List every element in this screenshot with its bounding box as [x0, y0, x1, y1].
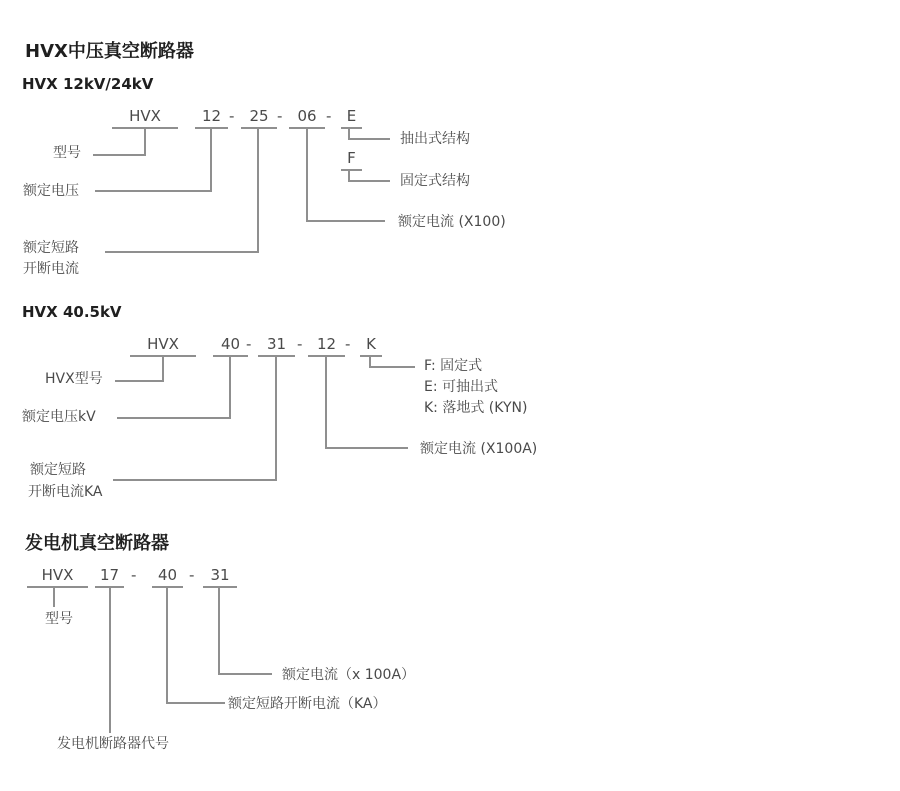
- label-model: 型号: [53, 145, 81, 161]
- connector-line: [162, 356, 164, 382]
- code-dash: -: [326, 107, 332, 125]
- label-model: 型号: [45, 611, 73, 627]
- code-dash: -: [345, 335, 351, 353]
- connector-line: [325, 447, 408, 449]
- code-segment-prefix: HVX: [130, 334, 196, 357]
- connector-line: [325, 356, 327, 449]
- section-heading-40-5kv: HVX 40.5kV: [22, 303, 122, 321]
- label-rated-current: 额定电流 (X100): [398, 214, 506, 230]
- connector-line: [105, 251, 259, 253]
- connector-line: [210, 128, 212, 192]
- connector-line: [166, 587, 168, 704]
- label-short-circuit-line2: 开断电流: [23, 261, 79, 277]
- code-dash: -: [297, 335, 303, 353]
- label-fixed-structure: 固定式结构: [400, 173, 470, 189]
- code-segment-generator-code: 17: [95, 565, 124, 588]
- connector-line: [93, 154, 146, 156]
- code-segment-rated-current: 31: [203, 565, 237, 588]
- label-rated-current: 额定电流（x 100A）: [282, 667, 416, 683]
- code-dash: -: [229, 107, 235, 125]
- label-rated-current: 额定电流 (X100A): [420, 441, 538, 457]
- code-dash: -: [277, 107, 283, 125]
- connector-line: [229, 356, 231, 419]
- label-option-withdrawable: E: 可抽出式: [424, 379, 499, 395]
- connector-line: [348, 138, 390, 140]
- connector-line: [144, 128, 146, 156]
- connector-line: [218, 587, 220, 675]
- connector-line: [306, 128, 308, 222]
- code-segment-prefix: HVX: [112, 106, 178, 129]
- connector-line: [53, 587, 55, 607]
- code-segment-rated-current: 12: [308, 334, 345, 357]
- code-segment-voltage: 40: [213, 334, 248, 357]
- code-segment-voltage: 12: [195, 106, 228, 129]
- connector-line: [218, 673, 272, 675]
- code-segment-breaking-current: 25: [241, 106, 277, 129]
- connector-line: [306, 220, 385, 222]
- label-rated-voltage: 额定电压: [23, 183, 79, 199]
- connector-line: [95, 190, 212, 192]
- code-dash: -: [189, 566, 195, 584]
- connector-line: [275, 356, 277, 481]
- connector-line: [166, 702, 225, 704]
- connector-line: [113, 479, 277, 481]
- connector-line: [348, 180, 390, 182]
- code-segment-installation-k: K: [360, 334, 382, 357]
- code-segment-structure-e: E: [341, 106, 362, 129]
- label-short-circuit-line1: 额定短路: [30, 462, 86, 478]
- connector-line: [117, 417, 231, 419]
- code-segment-breaking-current: 40: [152, 565, 183, 588]
- label-option-floor-kyn: K: 落地式 (KYN): [424, 400, 528, 416]
- section-heading-12kv-24kv: HVX 12kV/24kV: [22, 75, 154, 93]
- code-segment-prefix: HVX: [27, 565, 88, 588]
- label-short-circuit-breaking-current: 额定短路开断电流（KA）: [228, 696, 387, 712]
- section-heading-generator: 发电机真空断路器: [25, 533, 169, 554]
- label-option-fixed: F: 固定式: [424, 358, 483, 374]
- label-generator-breaker-code: 发电机断路器代号: [57, 736, 169, 752]
- label-model: HVX型号: [45, 371, 103, 387]
- code-segment-structure-f: F: [341, 148, 362, 171]
- label-short-circuit-line1: 额定短路: [23, 240, 79, 256]
- label-rated-voltage: 额定电压kV: [22, 409, 96, 425]
- connector-line: [115, 380, 164, 382]
- label-withdrawable-structure: 抽出式结构: [400, 131, 470, 147]
- code-segment-rated-current: 06: [289, 106, 325, 129]
- connector-line: [109, 587, 111, 733]
- label-short-circuit-line2: 开断电流KA: [28, 484, 103, 500]
- code-segment-breaking-current: 31: [258, 334, 295, 357]
- code-dash: -: [131, 566, 137, 584]
- connector-line: [257, 128, 259, 253]
- page-title: HVX中压真空断路器: [25, 41, 194, 62]
- connector-line: [369, 366, 415, 368]
- code-dash: -: [246, 335, 252, 353]
